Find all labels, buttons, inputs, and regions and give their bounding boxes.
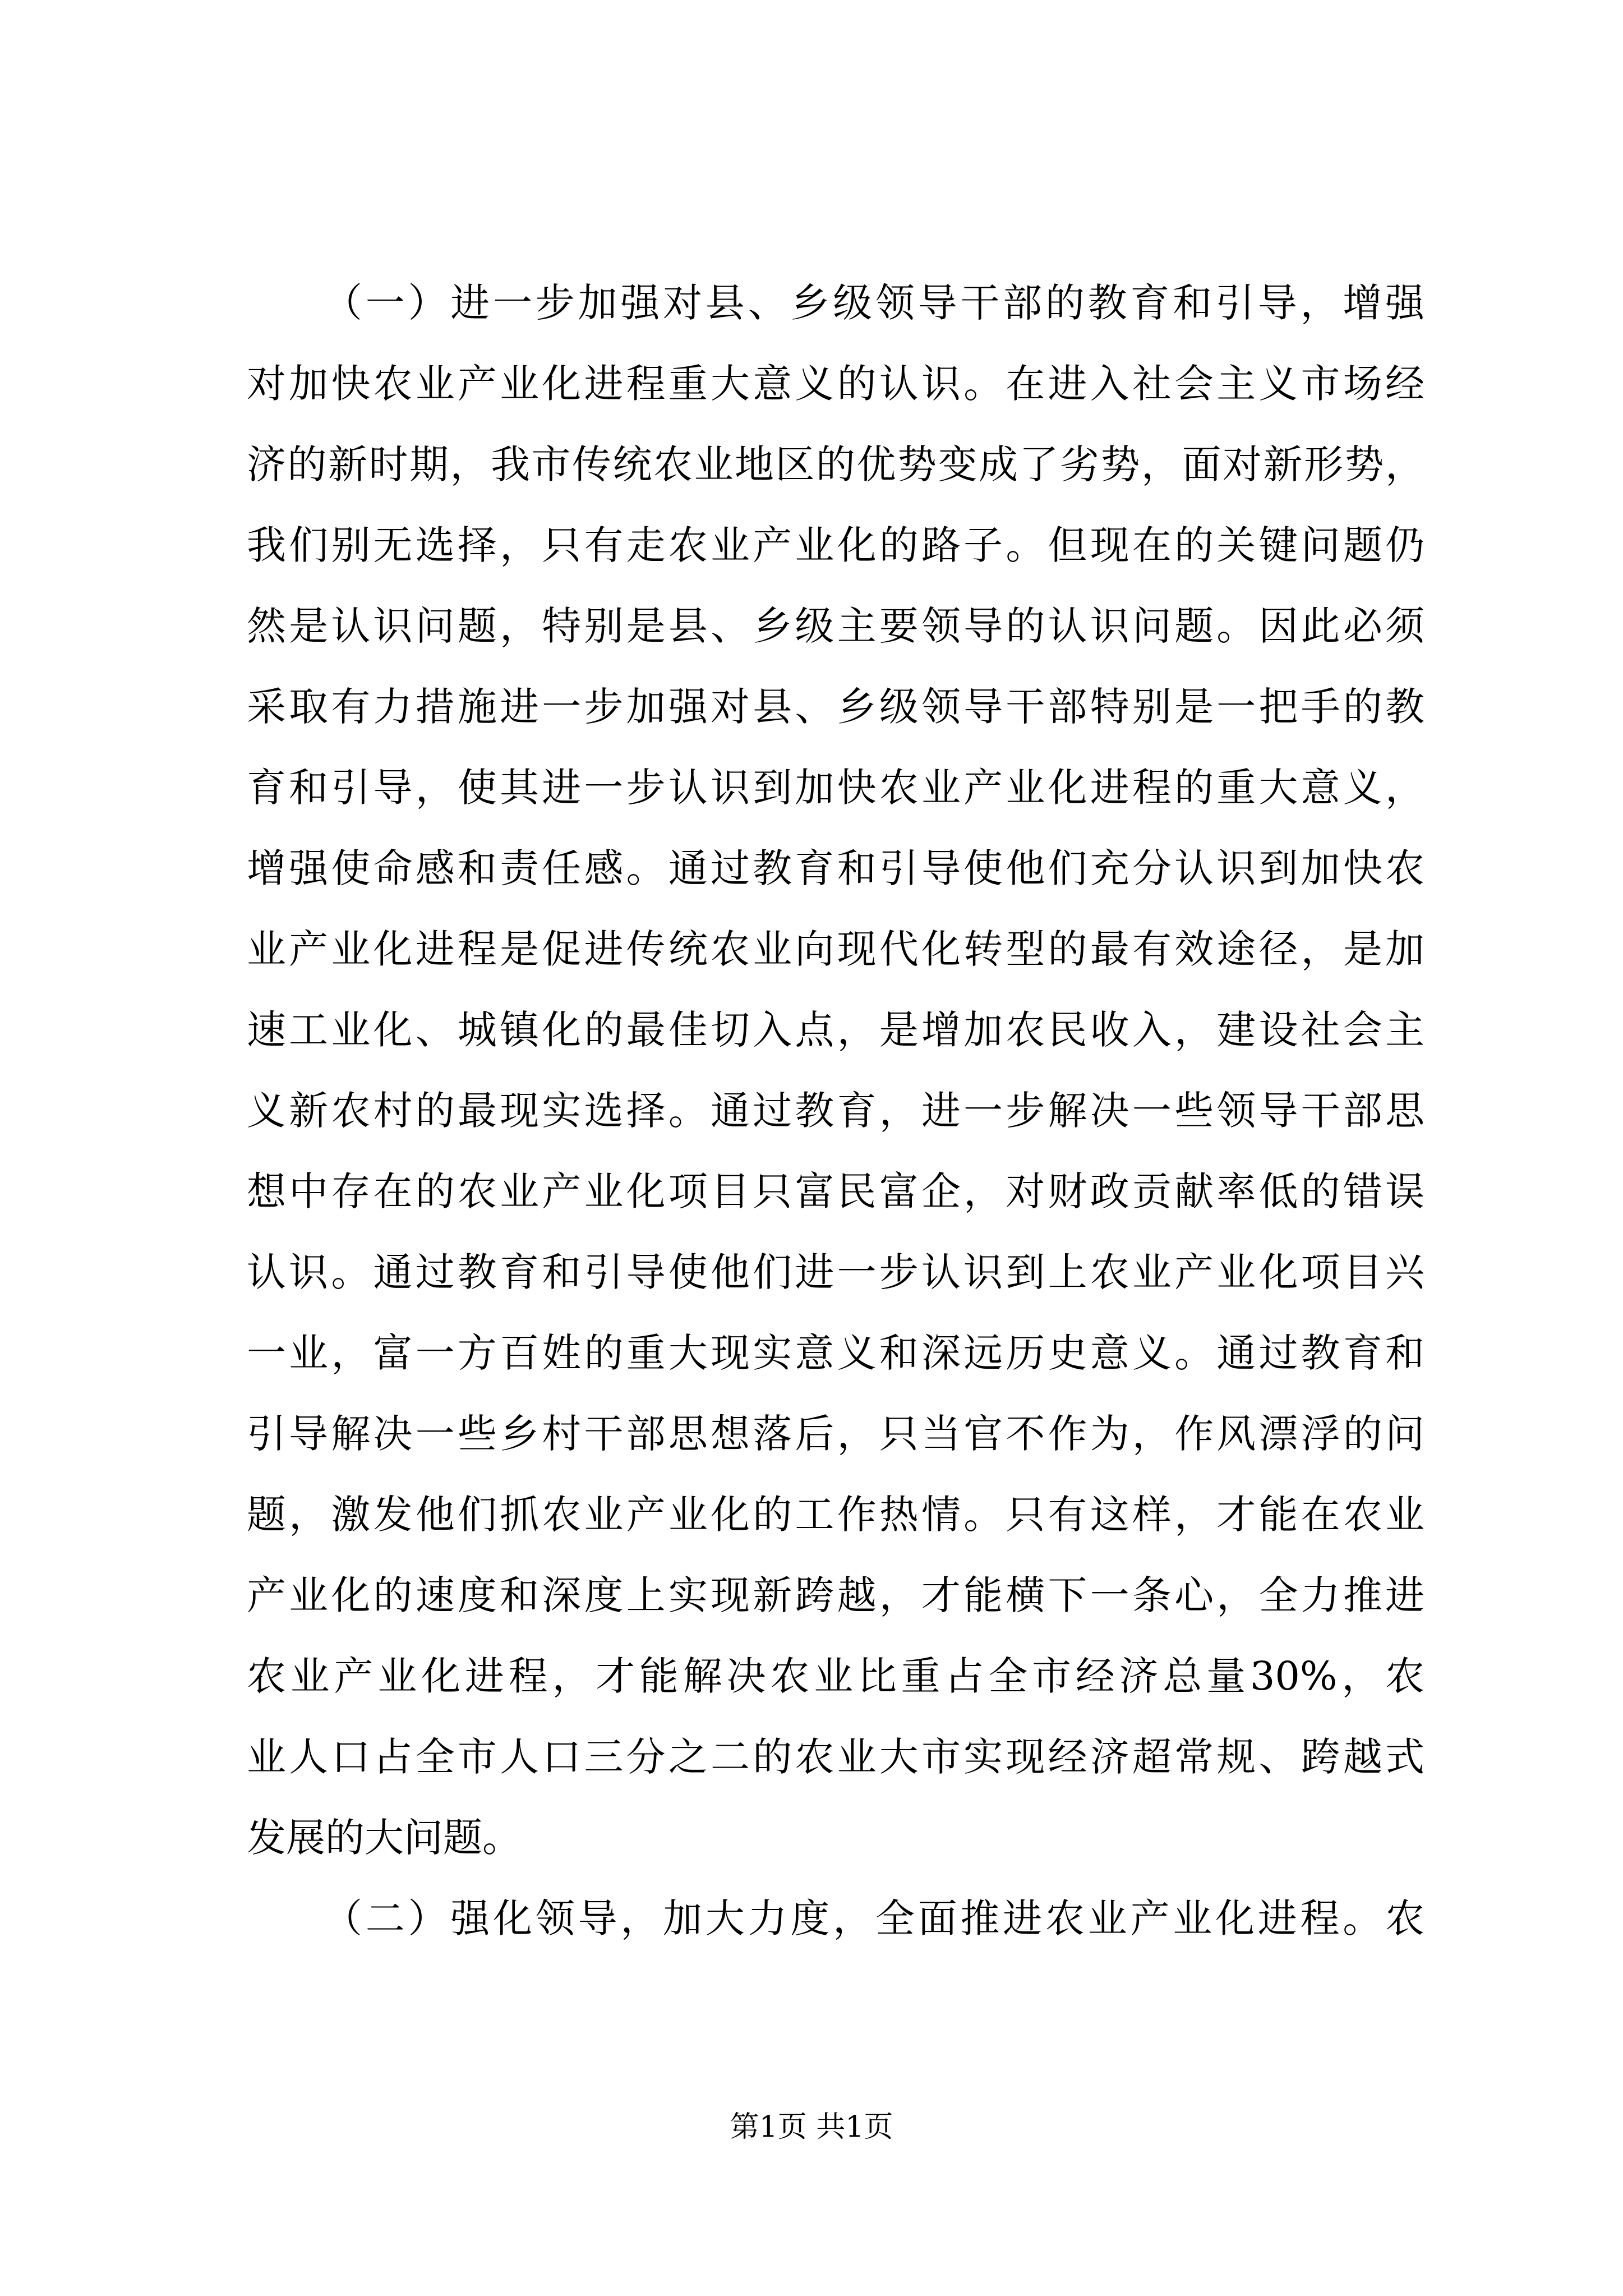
body-text: [247, 263, 1424, 1959]
page-footer: 第1页 共1页: [730, 2110, 893, 2144]
paragraph-1-line-18: 农业产业化进程，才能解决农业比重占全市经济总量30%，农: [247, 1653, 1424, 1699]
paragraph-1-line-13: 认识。通过教育和引导使他们进一步认识到上农业产业化项目兴: [247, 1249, 1424, 1295]
paragraph-1-line-14: 一业，富一方百姓的重大现实意义和深远历史意义。通过教育和: [247, 1330, 1424, 1376]
paragraph-2-line-1: （二）强化领导，加大力度，全面推进农业产业化进程。农: [323, 1895, 1424, 1941]
paragraph-1-line-11: 义新农村的最现实选择。通过教育，进一步解决一些领导干部思: [247, 1088, 1424, 1134]
paragraph-1-line-5: 然是认识问题，特别是县、乡级主要领导的认识问题。因此必须: [247, 603, 1424, 649]
paragraph-1-line-17: 产业化的速度和深度上实现新跨越，才能横下一条心，全力推进: [247, 1572, 1424, 1618]
paragraph-1-line-2: 对加快农业产业化进程重大意义的认识。在进入社会主义市场经: [247, 361, 1424, 407]
paragraph-1-line-4: 我们别无选择，只有走农业产业化的路子。但现在的关键问题仍: [247, 522, 1424, 568]
paragraph-1-line-8: 增强使命感和责任感。通过教育和引导使他们充分认识到加快农: [247, 845, 1424, 891]
paragraph-1-line-12: 想中存在的农业产业化项目只富民富企，对财政贡献率低的错误: [247, 1168, 1424, 1214]
paragraph-1-line-15: 引导解决一些乡村干部思想落后，只当官不作为，作风漂浮的问: [247, 1411, 1424, 1457]
paragraph-1-line-9: 业产业化进程是促进传统农业向现代化转型的最有效途径，是加: [247, 926, 1424, 972]
paragraph-1-line-10: 速工业化、城镇化的最佳切入点，是增加农民收入，建设社会主: [247, 1007, 1424, 1053]
paragraph-1-line-20: 发展的大问题。: [247, 1815, 522, 1861]
paragraph-1-line-16: 题，激发他们抓农业产业化的工作热情。只有这样，才能在农业: [247, 1492, 1424, 1538]
paragraph-1-line-3: 济的新时期，我市传统农业地区的优势变成了劣势，面对新形势，: [247, 441, 1424, 487]
paragraph-1-line-7: 育和引导，使其进一步认识到加快农业产业化进程的重大意义，: [247, 765, 1424, 811]
paragraph-1-line-1: （一）进一步加强对县、乡级领导干部的教育和引导，增强: [323, 280, 1424, 326]
paragraph-1-line-6: 采取有力措施进一步加强对县、乡级领导干部特别是一把手的教: [247, 684, 1424, 730]
paragraph-1-line-19: 业人口占全市人口三分之二的农业大市实现经济超常规、跨越式: [247, 1734, 1424, 1780]
